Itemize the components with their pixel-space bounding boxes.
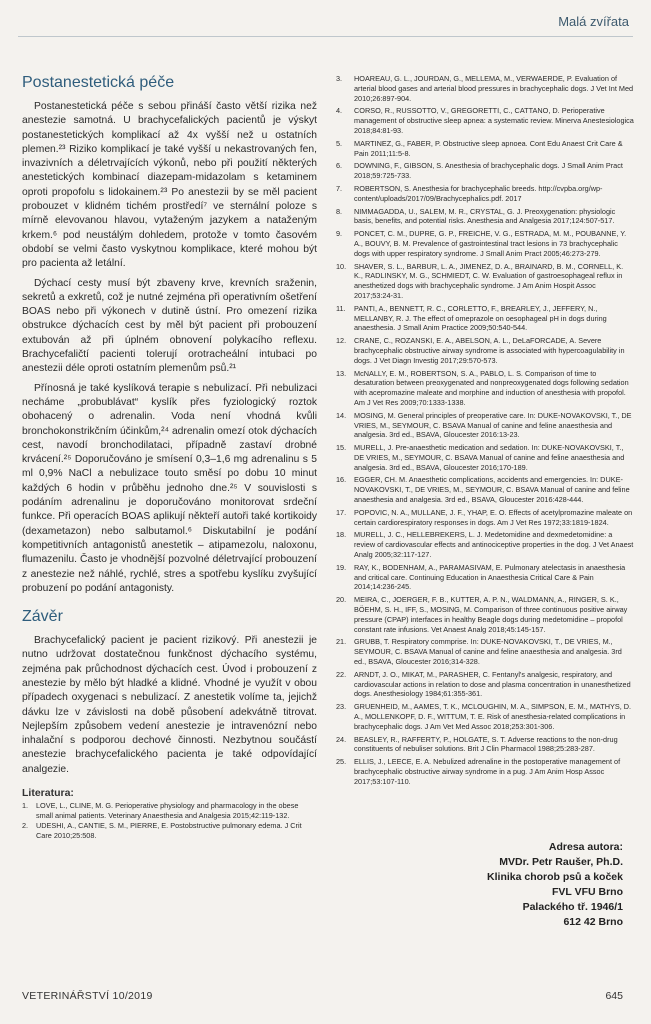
- reference-number: 11.: [336, 303, 346, 313]
- reference-number: 2.: [22, 821, 29, 831]
- left-column: [22, 74, 317, 841]
- reference-number: 9.: [336, 229, 343, 239]
- reference-text: GRUBB, T. Respiratory commprise. In: DUKE-NOVAKOVSKI, T., DE VRIES, M., SEYMOUR, C. BSAVA Manual of canine and feline anaesthesia and analgesia. 3rd ed., BSAVA, Gloucester 2016;314-328.: [354, 637, 622, 667]
- reference-item: [336, 411, 634, 440]
- address-line: MVDr. Petr Raušer, Ph.D.: [499, 856, 623, 868]
- reference-item: [336, 443, 634, 472]
- reference-number: 6.: [336, 161, 343, 171]
- reference-item: [336, 139, 634, 159]
- reference-text: PONCET, C. M., DUPRE, G. P., FREICHE, V. G., ESTRADA, M. M., POUBANNE, Y. A., BOUVY, B. M. Prevalence of gastrointestinal tract lesions in 73 brachycephalic dogs with upper respiratory syndrome. J Small Anim Pract 2005;46:273-279.: [354, 229, 627, 258]
- reference-number: 16.: [336, 475, 347, 485]
- reference-text: PANTI, A., BENNETT, R. C., CORLETTO, F., BREARLEY, J., JEFFERY, N., MELLANBY, R. J. The effect of omeprazole on oesophageal pH in dogs during anaesthesia. J Small Anim Practice 2009;50:540-544.: [354, 303, 607, 333]
- reference-text: MEIRA, C., JOERGER, F. B., KUTTER, A. P. N., WALDMANN, A., RINGER, S. K., BÖEHM, S. H., IFF, S., MOSING, M. Comparison of three continuous positive airway pressure (CPAP) interfaces in healthy Beagle dogs during medetomidine – propofol constant rate infusions. Vet Anaest Analg 2018;45:145-157.: [354, 595, 628, 634]
- reference-item: [336, 106, 634, 135]
- reference-number: 7.: [336, 183, 343, 193]
- reference-text: CORSO, R., RUSSOTTO, V., GREGORETTI, C., CATTANO, D. Perioperative management of obstructive sleep apnea: a systematic review. Minerva Anestesiologica 2018;84:81-93.: [354, 106, 634, 135]
- reference-text: HOAREAU, G. L., JOURDAN, G., MELLEMA, M., VERWAERDE, P. Evaluation of arterial blood gases and arterial blood pressures in brachycephalic dogs. J Vet Int Med 2010;26:897-904.: [354, 74, 634, 103]
- reference-number: 22.: [336, 669, 347, 679]
- reference-item: [336, 184, 634, 204]
- reference-text: ROBERTSON, S. Anesthesia for brachycephalic breeds. http://cvpba.org/wp-content/uploads/2017/09/Brachycephalics.pdf. 2017: [354, 183, 603, 203]
- reference-number: 21.: [336, 637, 347, 647]
- reference-item: [336, 735, 634, 755]
- literature-list-left: [22, 801, 317, 841]
- address-line: Klinika chorob psů a koček: [487, 871, 623, 883]
- reference-list: [336, 74, 634, 787]
- reference-item: [336, 336, 634, 365]
- reference-item: [336, 508, 634, 528]
- section-heading-postoperative: Postanestetická péče: [22, 74, 175, 91]
- section-heading-conclusion: Závěr: [22, 608, 63, 626]
- reference-text: UDESHI, A., CANTIE, S. M., PIERRE, E. Postobstructive pulmonary edema. J Crit Care 2010;25:508.: [36, 821, 302, 841]
- reference-text: EGGER, CH. M. Anaesthetic complications, accidents and emergencies. In: DUKE-NOVAKOVSKI, T., DE VRIES, M., SEYMOUR, C. BSAVA Manual of canine and feline anaesthesia and analgesia. 3rd ed., BSAVA, Gloucester 2016:428-444.: [354, 475, 630, 505]
- literature-title: Literatura:: [22, 787, 74, 800]
- reference-number: 23.: [336, 702, 347, 712]
- reference-number: 20.: [336, 595, 347, 605]
- reference-number: 8.: [336, 206, 343, 216]
- reference-number: 4.: [336, 106, 343, 116]
- reference-text: DOWNING, F., GIBSON, S. Anesthesia of brachycephalic dogs. J Small Anim Pract 2018;59:725-733.: [354, 161, 623, 181]
- reference-item: [336, 304, 634, 333]
- reference-text: MARTINEZ, G., FABER, P. Obstructive sleep apnoea. Cont Edu Anaest Crit Care & Pain 2011;11:5-8.: [354, 138, 623, 158]
- reference-number: 3.: [336, 74, 343, 83]
- reference-item: [336, 702, 634, 731]
- reference-text: ELLIS, J., LEECE, E. A. Nebulized adrenaline in the postoperative management of brachycephalic obstructive airway syndrome in a pug. J Am Anim Hosp Assoc 2017;53:107-110.: [354, 757, 621, 786]
- reference-item: [336, 475, 634, 504]
- reference-item: [336, 369, 634, 408]
- journal-footer: VETERINÁŘSTVÍ 10/2019: [22, 990, 153, 1002]
- address-line: FVL VFU Brno: [552, 886, 623, 898]
- reference-text: MOSING, M. General principles of preoperative care. In: DUKE-NOVAKOVSKI, T., DE VRIES, M., SEYMOUR, C. BSAVA Manual of canine and feline anaesthesia and analgesia. 3rd ed., BSAVA, Gloucester 2016:13-23.: [354, 410, 632, 440]
- reference-item: [336, 262, 634, 301]
- reference-number: 17.: [336, 507, 347, 517]
- address-line: Palackého tř. 1946/1: [522, 901, 623, 913]
- reference-text: MURELL, J. Pre-anaesthetic medication and sedation. In: DUKE-NOVAKOVSKI, T., DE VRIES, M., SEYMOUR, C. BSAVA Manual of canine and feline anaesthesia and analgesia. 3rd ed., BSAVA, Gloucester 2016;170-189.: [354, 443, 625, 472]
- reference-number: 1.: [22, 801, 29, 811]
- reference-text: NIMMAGADDA, U., SALEM, M. R., CRYSTAL, G. J. Preoxygenation: physiologic basis, benefits, and potential risks. Anesthesia and Analgesia 2017;124:507-517.: [354, 206, 616, 226]
- reference-number: 24.: [336, 734, 347, 744]
- right-column: [336, 74, 634, 790]
- reference-item: [336, 161, 634, 181]
- reference-number: 14.: [336, 410, 347, 420]
- reference-item: [336, 229, 634, 258]
- reference-number: 18.: [336, 530, 347, 540]
- reference-text: CRANE, C., ROZANSKI, E. A., ABELSON, A. L., DeLaFORCADE, A. Severe brachycephalic obstructive airway syndrome is associated with hypercoagulability in dogs. J Vet Diagn Investig 2017;29:570-573.: [354, 336, 625, 365]
- page-number: 645: [605, 990, 623, 1002]
- reference-number: 13.: [336, 368, 347, 378]
- reference-item: [336, 637, 634, 666]
- reference-item: [22, 821, 317, 841]
- reference-item: [336, 757, 634, 786]
- reference-text: BEASLEY, R., RAFFERTY, P., HOLGATE, S. T. Adverse reactions to the non-drug constituents of nebuliser solutions. Brit J Clin Pharmacol 1988;25:283-287.: [354, 734, 618, 754]
- author-address: [487, 840, 623, 930]
- reference-text: McNALLY, E. M., ROBERTSON, S. A., PABLO, L. S. Comparison of time to desaturation between preoxygenated and nonpreoxygenated dogs following sedation with acepromazine maleate and morphine and induction of anesthesia with propofol. Am J Vet Res 2009;70:1333-1338.: [354, 368, 629, 407]
- address-line: 612 42 Brno: [563, 916, 623, 928]
- reference-item: [336, 207, 634, 227]
- reference-text: SHAVER, S. L., BARBUR, L. A., JIMENEZ, D. A., BRAINARD, B. M., CORNELL, K. K., RADLINSKY, M. G., SCHMIEDT, C. W. Evaluation of gastroesophageal reflux in anesthetized dogs with brachycephalic syndrome. J Am Anim Hospit Assoc 2017;53:24-31.: [354, 261, 624, 300]
- reference-item: [22, 801, 317, 821]
- reference-number: 25.: [336, 757, 347, 767]
- address-label: Adresa autora:: [548, 841, 623, 853]
- paragraph: Postanestetická péče s sebou přináší často větší rizika než anestezie samotná. U brachycefalických pacientů je výskyt postanestetických komplikací až 4x vyšší než u ostatních plemen.²³ Riziko komplikací je také vyšší u nekastrovaných fen, invazivních a déletrvajících výkonů, nebo při použití některých anestetických kombinací diazepam-midazolam s ketaminem oproti propofolu s lidokainem.²³ Po anestezii by se měl pacient probouzet v klidném tichém prostředí⁷ ve sternální poloze s mírně elevovanou hlavou, vytaženým jazykem a nataženým krkem.⁶ pod neustálým dohledem, protože v tomto časovém období se velmi často vyskytnou komplikace, které mohou být pro pacienta až letální.: [22, 101, 317, 270]
- header-divider: [18, 36, 633, 37]
- reference-number: 15.: [336, 443, 347, 453]
- reference-number: 12.: [336, 336, 347, 346]
- reference-text: ARNDT, J. O., MIKAT, M., PARASHER, C. Fentanyl's analgesic, respiratory, and cardiovascular actions in relation to dose and plasma concentration in unanesthetized dogs. Anesthesiology 1984;61:355-361.: [354, 669, 631, 699]
- reference-item: [336, 563, 634, 592]
- conclusion-paragraph: Brachycefalický pacient je pacient rizikový. Při anestezii je nutno udržovat dostatečnou funkčnost dýchacího systému, zejména pak průchodnost dýchacích cest. Úvod i probouzení z anestezie by mělo být hladké a klidné. Vhodné je využít v obou případech oxygenaci s nebulizací. Z anestetik volíme ta, jejichž dávku lze v závislosti na době působení adekvátně titrovat. Nejlepším způsobem vedení anestezie je intravenózní nebo inhalační s podporou dechové činnosti. Nezbytnou součástí anestezie brachycefalického pacienta je také odpovídající analgezie.: [22, 635, 317, 775]
- reference-number: 19.: [336, 562, 347, 572]
- paragraph: Přínosná je také kyslíková terapie s nebulizací. Při nebulizaci necháme „probublávat“ kyslík přes fyziologický roztok obohacený o adrenalin. Voda není vhodná kvůli bronchokonstrikčním účinkům,²⁴ adrenalin omezí otok dýchacích cest, navodí bronchodilataci, případně zastaví drobné krvácení.²⁵ Doporučováno je smísení 0,3–1,6 mg adrenalinu s 5 ml 0,9% NaCl a nebulizace touto směsí po dobu 10 minut každých 6 hodin v průběhu jednoho dne.²⁵ V souvislosti s podáním adrenalinu je doporučováno monitorovat srdeční funkce. Při operacích BOAS aplikují někteří autoři také kortikoidy (dexametazon) nebo salbutamol.⁶ Diskutabilní je podání kompetitivních antagonistů anestetik – atipamezolu, naloxonu, flumazenilu. Často je vhodnější pozvolné déletrvající probouzení z anestezie než náhlé, rychlé, stres a spotřebu kyslíku zvyšující probuzení po podání antagonisty.: [22, 382, 317, 594]
- reference-text: RAY, K., BODENHAM, A., PARAMASIVAM, E. Pulmonary atelectasis in anaesthesia and critical care. Continuing Education in Anaesthesia Critical Care & Pain 2014;14:236-245.: [354, 562, 626, 592]
- reference-item: [336, 74, 634, 103]
- reference-text: GRUENHEID, M., AAMES, T. K., MCLOUGHIN, M. A., SIMPSON, E. M., MATHYS, D. A., MOLLENKOPF, D. F., WITTUM, T. E. Risk of anesthesia-related complications in brachycephalic dogs. J Am Vet Med Assoc 2018;253:301-306.: [354, 702, 632, 731]
- reference-number: 10.: [336, 261, 347, 271]
- reference-text: LOVE, L., CLINE, M. G. Perioperative physiology and pharmacology in the obese small animal patients. Veterinary Anaesthesia and Analgesia 2015;42:119-132.: [36, 801, 299, 821]
- reference-item: [336, 530, 634, 559]
- reference-text: MURELL, J. C., HELLEBREKERS, L. J. Medetomidine and dexmedetomidine: a review of cardiovascular effects and antinociceptive properties in the dog. J Vet Anaest Analg 2005;32:117-127.: [354, 530, 634, 560]
- paragraph: Dýchací cesty musí být zbaveny krve, krevních sraženin, sekretů a exkretů, což je nutné zejména při operativním ošetření BOAS nebo při výkonech v dutině ústní. Pro omezení rizika obstrukce dýchacích cest by měl být pacient při probouzení extubován až při úplném obnovení polykacího reflexu. Brachycefaličtí pacienti tolerují orotracheální intubaci po anestezii déle oproti ostatním plemenům psů.²¹: [22, 277, 317, 375]
- section-header: Malá zvířata: [558, 14, 629, 29]
- reference-item: [336, 595, 634, 634]
- reference-number: 5.: [336, 138, 343, 148]
- reference-item: [336, 670, 634, 699]
- reference-text: POPOVIC, N. A., MULLANE, J. F., YHAP, E. O. Effects of acetylpromazine maleate on certain cardiorespiratory responses in dogs. Am J Vet Res 1972;33:1819-1824.: [354, 507, 633, 527]
